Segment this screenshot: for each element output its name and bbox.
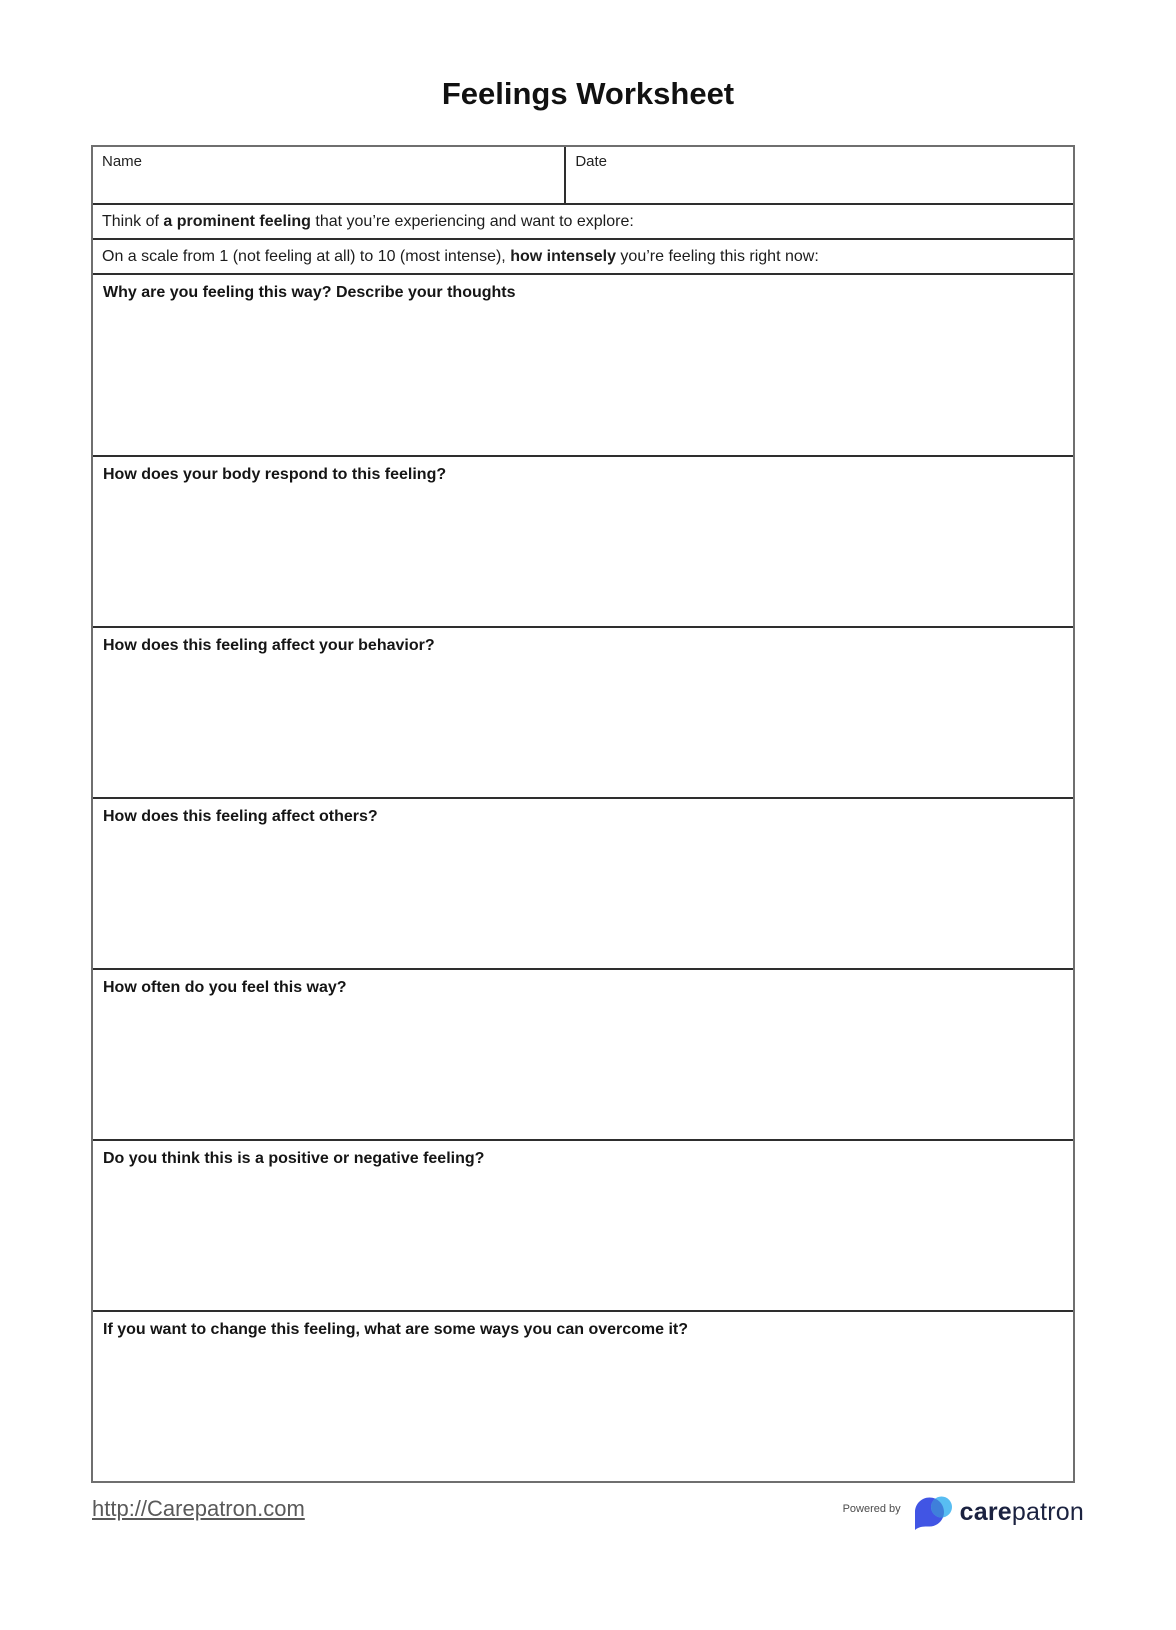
name-input-area[interactable] — [93, 147, 566, 203]
question-row-affect-others — [93, 797, 1073, 968]
question-label: How does your body respond to this feeling? — [103, 466, 447, 483]
brand-bold-part: care — [959, 1497, 1012, 1526]
prompt-prefix: Think of — [102, 213, 164, 230]
question-label: How does this feeling affect your behavior? — [103, 637, 435, 654]
carepatron-logo-icon — [910, 1493, 955, 1532]
question-label: If you want to change this feeling, what are some ways you can overcome it? — [103, 1321, 689, 1338]
question-row-body-response — [93, 455, 1073, 626]
prompt-suffix: that you’re experiencing and want to explore: — [310, 213, 634, 230]
answer-area[interactable] — [93, 1168, 1073, 1310]
answer-area[interactable] — [93, 1339, 1073, 1481]
date-label: Date — [575, 153, 608, 170]
question-row-how-often — [93, 968, 1073, 1139]
worksheet-table — [91, 145, 1075, 1483]
question-row-overcome — [93, 1310, 1073, 1481]
answer-area[interactable] — [93, 997, 1073, 1139]
prompt-suffix: you’re feeling this right now: — [615, 248, 819, 265]
answer-area[interactable] — [93, 655, 1073, 797]
prompt-bold: how intensely — [510, 248, 616, 265]
question-label: Do you think this is a positive or negative feeling? — [103, 1150, 485, 1167]
question-label: How often do you feel this way? — [103, 979, 347, 996]
question-label: How does this feeling affect others? — [103, 808, 378, 825]
answer-area[interactable] — [93, 826, 1073, 968]
carepatron-wordmark — [960, 1498, 1084, 1527]
question-row-affect-behavior — [93, 626, 1073, 797]
prominent-feeling-prompt-row[interactable] — [93, 203, 1073, 238]
brand-regular-part: patron — [1011, 1497, 1084, 1526]
intensity-scale-prompt-row[interactable] — [93, 238, 1073, 273]
prompt-bold: a prominent feeling — [163, 213, 311, 230]
name-label: Name — [102, 153, 143, 170]
date-input-area[interactable] — [566, 147, 1073, 203]
prompt-prefix: On a scale from 1 (not feeling at all) to 10 (most intense), — [102, 248, 511, 265]
name-date-row — [93, 147, 1073, 203]
page-title: Feelings Worksheet — [441, 76, 735, 111]
question-row-positive-negative — [93, 1139, 1073, 1310]
answer-area[interactable] — [93, 302, 1073, 455]
powered-by-group — [843, 1490, 1084, 1534]
answer-area[interactable] — [93, 484, 1073, 626]
question-label: Why are you feeling this way? Describe your thoughts — [103, 284, 516, 301]
powered-by-label: Powered by — [842, 1503, 901, 1515]
question-row-why-feeling — [93, 273, 1073, 455]
carepatron-link[interactable]: http://Carepatron.com — [92, 1496, 305, 1521]
